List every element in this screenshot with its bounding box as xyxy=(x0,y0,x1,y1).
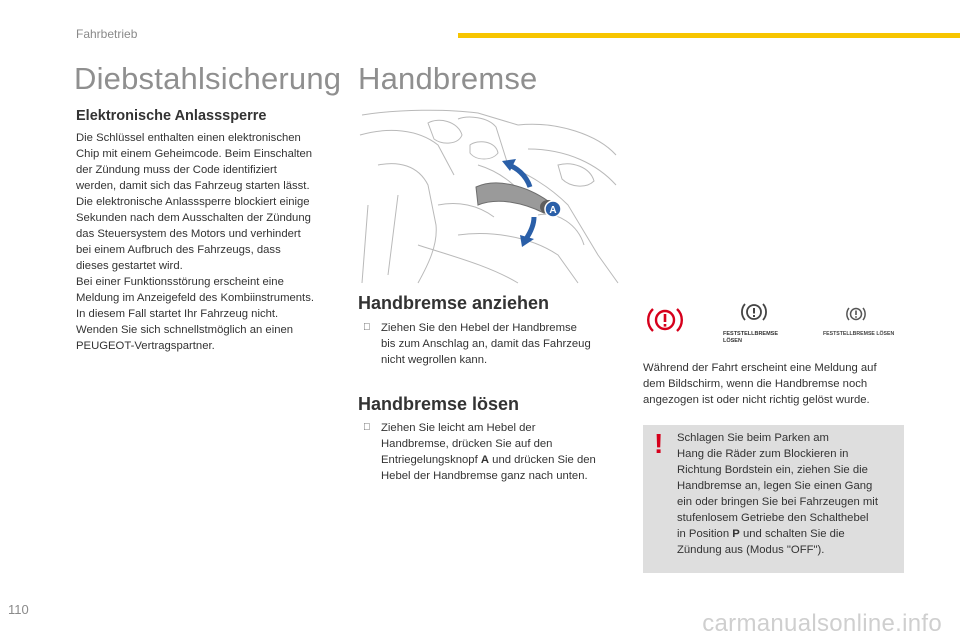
heading-handbremse-loesen: Handbremse lösen xyxy=(358,394,520,414)
text-line: stufenlosem Getriebe den Schalthebel xyxy=(677,512,869,524)
handbrake-illustration xyxy=(358,105,620,285)
icon-caption: LÖSEN xyxy=(723,338,742,344)
title-diebstahlsicherung: Diebstahlsicherung xyxy=(74,61,342,96)
paragraph-line: Sekunden nach dem Ausschalten der Zündung xyxy=(76,212,311,224)
bullet-arrow-icon xyxy=(363,320,381,368)
watermark: carmanualsonline.info xyxy=(702,610,942,637)
paragraph-line: werden, damit sich das Fahrzeug starten lässt. xyxy=(76,180,310,192)
text-line: nicht wegrollen kann. xyxy=(381,354,488,366)
text-line: Schlagen Sie beim Parken am xyxy=(677,432,829,444)
paragraph-line: dieses gestartet wird. xyxy=(76,260,183,272)
paragraph-line: Meldung im Anzeigefeld des Kombiinstruments. xyxy=(76,292,314,304)
subtitle-anlasssperre: Elektronische Anlasssperre xyxy=(76,108,267,124)
parking-note-text xyxy=(677,430,901,558)
text-run: in Position xyxy=(677,528,733,540)
text-line: Ziehen Sie leicht am Hebel der xyxy=(381,422,536,434)
warning-icons-row xyxy=(643,300,905,352)
bullet-arrow-icon xyxy=(363,420,381,484)
heading-handbremse-anziehen: Handbremse anziehen xyxy=(358,293,550,313)
text-run: Entriegelungsknopf xyxy=(381,454,481,466)
text-line: Hang die Räder zum Blockieren in xyxy=(677,448,849,460)
button-a-reference: A xyxy=(480,454,490,466)
text-line: dem Bildschirm, wenn die Handbremse noch xyxy=(643,378,868,390)
text-line: angezogen ist oder nicht richtig gelöst wurde. xyxy=(643,394,870,406)
text-line: Handbremse an, legen Sie einen Gang xyxy=(677,480,873,492)
paragraph-line: Die elektronische Anlasssperre blockiert einige xyxy=(76,196,310,208)
button-a-label: A xyxy=(549,205,557,216)
brake-warning-icon xyxy=(648,309,682,331)
gear-position-p: P xyxy=(732,528,740,540)
icon-caption: FESTSTELLBREMSE xyxy=(723,331,779,337)
anlasssperre-paragraph xyxy=(76,130,346,354)
paragraph-line: Chip mit einem Geheimcode. Beim Einschalten xyxy=(76,148,313,160)
title-handbremse: Handbremse xyxy=(358,61,538,96)
paragraph-line: das Steuersystem des Motors und verhindert xyxy=(76,228,301,240)
paragraph-line: bei einem Aufbruch des Fahrzeugs, dass xyxy=(76,244,281,256)
header-accent-bar xyxy=(458,33,960,38)
list-item-loesen xyxy=(363,420,623,484)
text-run: und drücken Sie den xyxy=(489,454,596,466)
paragraph-line: Wenden Sie sich schnellstmöglich an einen xyxy=(76,324,294,336)
icon-caption: FESTSTELLBREMSE LÖSEN xyxy=(823,331,895,337)
text-line: bis zum Anschlag an, damit das Fahrzeug xyxy=(381,338,591,350)
text-line xyxy=(677,526,901,542)
section-label: Fahrbetrieb xyxy=(76,27,138,41)
brake-release-icon-small xyxy=(847,308,865,320)
paragraph-line: In diesem Fall startet Ihr Fahrzeug nicht. xyxy=(76,308,279,320)
paragraph-line: der Zündung muss der Code identifiziert xyxy=(76,164,277,176)
text-line: ein oder bringen Sie bei Fahrzeugen mit xyxy=(677,496,878,508)
text-run: und schalten Sie die xyxy=(739,528,845,540)
paragraph-line: Die Schlüssel enthalten einen elektronischen xyxy=(76,132,301,144)
text-line: Ziehen Sie den Hebel der Handbremse xyxy=(381,322,577,334)
text-line: Richtung Bordstein ein, ziehen Sie die xyxy=(677,464,868,476)
paragraph-line: PEUGEOT-Vertragspartner. xyxy=(76,340,215,352)
text-line: Zündung aus (Modus "OFF"). xyxy=(677,544,825,556)
text-line: Während der Fahrt erscheint eine Meldung auf xyxy=(643,362,877,374)
loesen-text xyxy=(381,420,596,484)
brake-release-icon xyxy=(742,304,766,320)
exclamation-icon: ! xyxy=(654,428,664,459)
anziehen-text xyxy=(381,320,591,368)
text-line: Handbremse, drücken Sie auf den xyxy=(381,438,553,450)
warning-message-text xyxy=(643,360,905,408)
list-item-anziehen xyxy=(363,320,613,368)
text-line xyxy=(381,452,596,468)
page-number: 110 xyxy=(8,602,29,617)
text-line: Hebel der Handbremse ganz nach unten. xyxy=(381,470,588,482)
paragraph-line: Bei einer Funktionsstörung erscheint eine xyxy=(76,276,284,288)
